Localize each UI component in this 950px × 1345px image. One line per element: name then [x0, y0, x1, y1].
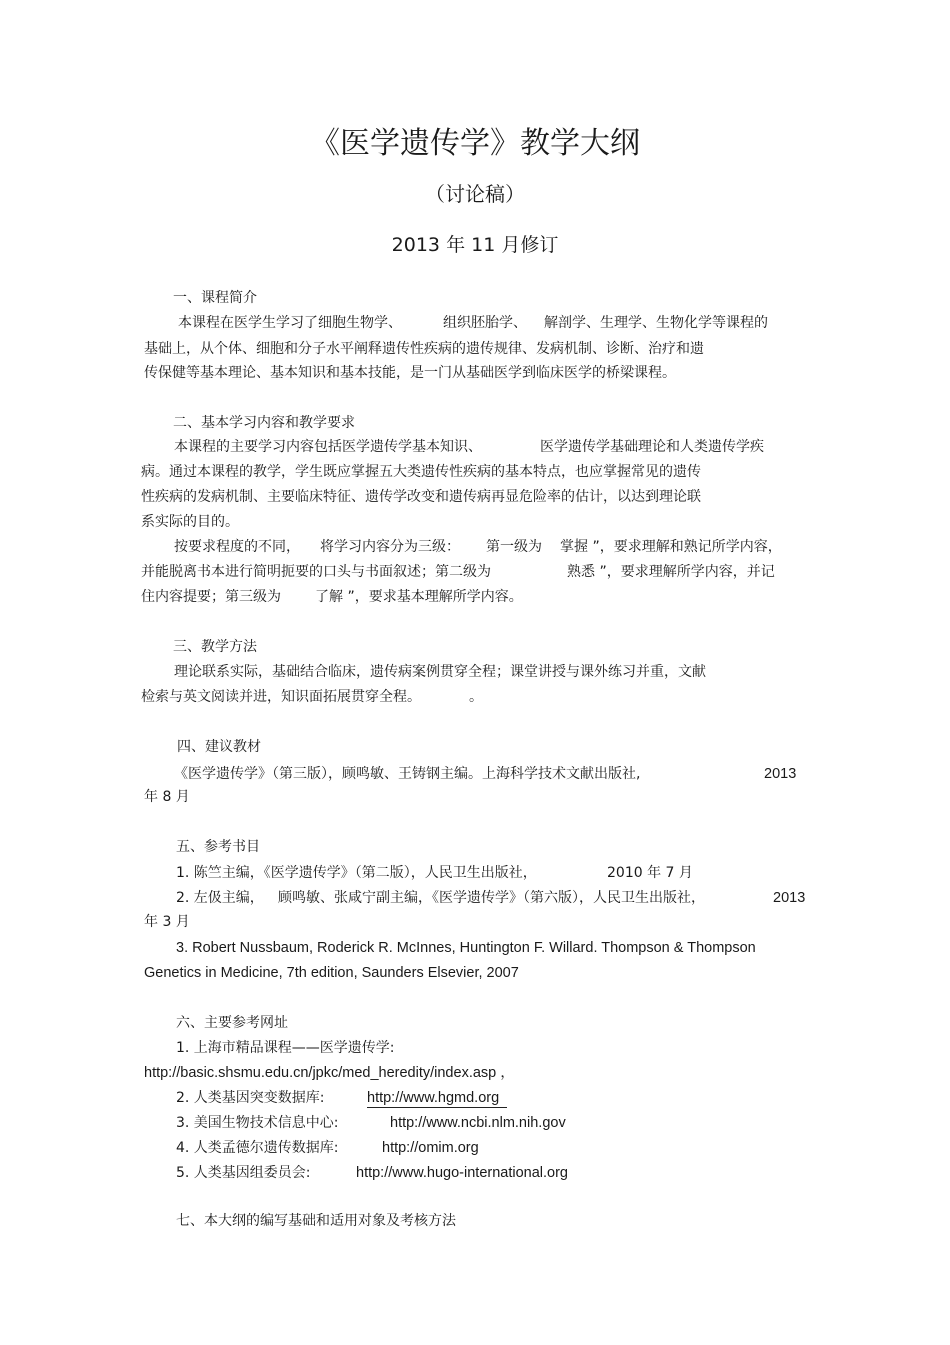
- document-subtitle: （讨论稿）: [425, 182, 525, 206]
- section-3-text: 。: [469, 689, 483, 705]
- section-2-text: 将学习内容分为三级：: [320, 539, 460, 555]
- revision-date: 2013 年 11 月修订: [391, 234, 559, 256]
- textbook-month: 年 8 月: [144, 789, 190, 805]
- reference-item: 2013: [773, 890, 806, 906]
- section-7-heading: 七、本大纲的编写基础和适用对象及考核方法: [176, 1213, 456, 1229]
- reference-item: 3. Robert Nussbaum, Roderick R. McInnes, Huntington F. Willard. Thompson & Thompson: [176, 940, 756, 956]
- section-2-text: 医学遗传学基础理论和人类遗传学疾: [540, 439, 764, 455]
- textbook-year: 2013: [764, 766, 797, 782]
- section-1-text: 组织胚胎学、: [443, 315, 527, 331]
- website-url[interactable]: http://basic.shsmu.edu.cn/jpkc/med_heredity/index.asp ，: [144, 1065, 515, 1081]
- reference-item: 顾鸣敏、张咸宁副主编，《医学遗传学》（第六版），人民卫生出版社，: [278, 890, 705, 906]
- website-label: 1. 上海市精品课程——医学遗传学:: [176, 1040, 395, 1056]
- section-3-heading: 三、教学方法: [173, 639, 257, 655]
- document-title: 《医学遗传学》教学大纲: [310, 126, 640, 161]
- reference-item: 2. 左伋主编，: [176, 890, 264, 906]
- section-2-text: 性疾病的发病机制、主要临床特征、遗传学改变和遗传病再显危险率的估计，以达到理论联: [141, 489, 701, 505]
- section-2-text: 掌握 ”，要求理解和熟记所学内容，: [560, 539, 782, 555]
- section-1-heading: 一、课程简介: [173, 290, 257, 306]
- website-url[interactable]: http://omim.org: [382, 1140, 479, 1156]
- website-label: 2. 人类基因突变数据库:: [176, 1090, 325, 1106]
- website-url[interactable]: http://www.ncbi.nlm.nih.gov: [390, 1115, 566, 1131]
- reference-item: 2010 年 7 月: [607, 865, 693, 881]
- section-2-text: 熟悉 ”，要求理解所学内容，并记: [567, 564, 775, 580]
- section-2-heading: 二、基本学习内容和教学要求: [173, 415, 355, 431]
- website-label: 5. 人类基因组委员会:: [176, 1165, 311, 1181]
- section-1-text: 解剖学、生理学、生物化学等课程的: [544, 315, 768, 331]
- website-label: 4. 人类孟德尔遗传数据库:: [176, 1140, 339, 1156]
- website-label: 3. 美国生物技术信息中心:: [176, 1115, 339, 1131]
- website-url[interactable]: http://www.hugo-international.org: [356, 1165, 568, 1181]
- section-2-text: 住内容提要；第三级为: [141, 589, 281, 605]
- reference-item: 1. 陈竺主编，《医学遗传学》（第二版），人民卫生出版社，: [176, 865, 537, 881]
- section-3-text: 理论联系实际，基础结合临床，遗传病案例贯穿全程；课堂讲授与课外练习并重，文献: [174, 664, 706, 680]
- section-2-text: 并能脱离书本进行简明扼要的口头与书面叙述；第二级为: [141, 564, 491, 580]
- reference-item: 年 3 月: [144, 914, 190, 930]
- website-url-link[interactable]: http://www.hgmd.org: [367, 1089, 507, 1108]
- section-3-text: 检索与英文阅读并进，知识面拓展贯穿全程。: [141, 689, 421, 705]
- section-2-text: 按要求程度的不同，: [174, 539, 300, 555]
- section-4-heading: 四、建议教材: [177, 739, 261, 755]
- section-2-text: 了解 ”，要求基本理解所学内容。: [315, 589, 523, 605]
- section-5-heading: 五、参考书目: [176, 839, 260, 855]
- section-2-text: 系实际的目的。: [141, 514, 239, 530]
- section-1-text: 传保健等基本理论、基本知识和基本技能，是一门从基础医学到临床医学的桥梁课程。: [144, 365, 676, 381]
- section-2-text: 病。通过本课程的教学，学生既应掌握五大类遗传性疾病的基本特点，也应掌握常见的遗传: [141, 464, 701, 480]
- section-2-text: 本课程的主要学习内容包括医学遗传学基本知识、: [174, 439, 482, 455]
- reference-item: Genetics in Medicine, 7th edition, Saunders Elsevier, 2007: [144, 965, 519, 981]
- textbook-citation: 《医学遗传学》（第三版），顾鸣敏、王铸钢主编。上海科学技术文献出版社,: [174, 766, 641, 782]
- section-1-text: 本课程在医学生学习了细胞生物学、: [178, 315, 402, 331]
- section-6-heading: 六、主要参考网址: [176, 1015, 288, 1031]
- section-1-text: 基础上，从个体、细胞和分子水平阐释遗传性疾病的遗传规律、发病机制、诊断、治疗和遗: [144, 341, 704, 357]
- section-2-text: 第一级为: [486, 539, 542, 555]
